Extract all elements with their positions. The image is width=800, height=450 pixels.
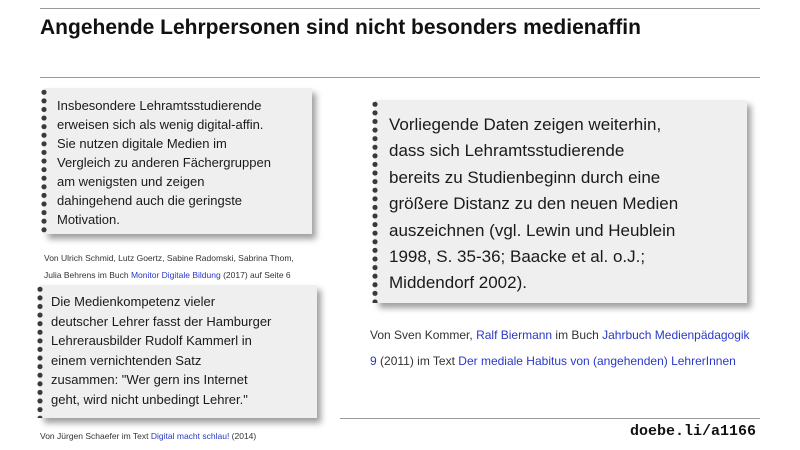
bottom-rule [340, 418, 760, 419]
quote-box-1 [44, 88, 312, 234]
quote-box-2 [40, 285, 317, 418]
quote-box-3 [375, 100, 747, 303]
citation-1 [44, 250, 294, 284]
citation-2-suffix: (2014) [229, 431, 257, 441]
link-digital-macht-schlau[interactable]: Digital macht schlau! [150, 431, 230, 441]
quote-text-3: Vorliegende Daten zeigen weiterhin, dass sich Lehramtsstudierende bereits zu Studienbeginn durch eine größere Distanz zu den neuen Medien auszeichnen (vgl. Lewin und Heublein 1998, S. 35-36; Baacke et al. o.J.; Middendorf 2002). [389, 115, 679, 293]
link-mediale-habitus[interactable]: Der mediale Habitus von (angehenden) LehrerInnen [458, 354, 736, 368]
citation-3-prefix: Von Sven Kommer, [370, 328, 477, 342]
citation-3-mid2: (2011) im Text [376, 354, 459, 368]
dotted-edge [372, 100, 378, 303]
citation-2-prefix: Von Jürgen Schaefer im Text [40, 431, 151, 441]
quote-text-1: Insbesondere Lehramtsstudierende erweisen sich als wenig digital-affin. Sie nutzen digitale Medien im Vergleich zu anderen Fächergruppen am wenigsten und zeigen dahingehend auch die geringste Motivation. [57, 98, 271, 227]
title-underline [40, 77, 760, 78]
top-rule [40, 8, 760, 9]
slide-title: Angehende Lehrpersonen sind nicht besonders medienaffin [40, 16, 641, 39]
quote-text-2: Die Medienkompetenz vieler deutscher Lehrer fasst der Hamburger Lehrerausbilder Rudolf Kammerl in einem vernichtenden Satz zusammen: "Wer gern ins Internet geht, wird nicht unbedingt Lehrer." [51, 294, 272, 407]
citation-1-authors: Von Ulrich Schmid, Lutz Goertz, Sabine Radomski, Sabrina Thom, [44, 253, 294, 263]
citation-3-mid: im Buch [552, 328, 603, 342]
link-monitor-digitale-bildung[interactable]: Monitor Digitale Bildung [130, 270, 221, 280]
citation-1-prefix: Julia Behrens im Buch [44, 270, 131, 280]
citation-2 [40, 431, 256, 441]
dotted-edge [37, 285, 43, 418]
citation-1-suffix: (2017) auf Seite 6 [220, 270, 291, 280]
citation-3 [370, 322, 750, 374]
link-jahrbuch-medienpaedagogik[interactable]: Jahrbuch Medienpädagogik 9 [370, 328, 750, 368]
link-ralf-biermann[interactable]: Ralf Biermann [476, 328, 553, 342]
dotted-edge [41, 88, 47, 234]
shortlink: doebe.li/a1166 [629, 423, 756, 440]
